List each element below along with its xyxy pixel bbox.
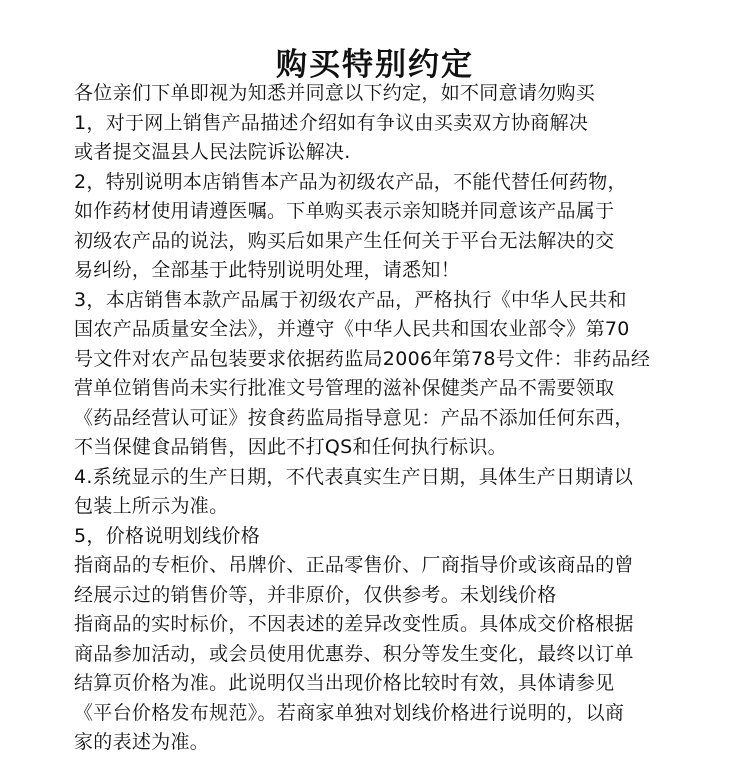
text-line: 5，价格说明划线价格	[74, 524, 261, 547]
text-line: 结算页价格为准。此说明仅当出现价格比较时有效，具体请参见	[74, 672, 615, 694]
text-line: 初级农产品的说法，购买后如果产生任何关于平台无法解决的交	[74, 229, 615, 252]
text-line: 如作药材使用请遵医嘱。下单购买表示亲知晓并同意该产品属于	[74, 200, 615, 222]
text-line: 1，对于网上销售产品描述介绍如有争议由买卖双方协商解决	[74, 111, 589, 134]
text-line: 《平台价格发布规范》。若商家单独对划线价格进行说明的，以商	[74, 701, 625, 724]
text-line: 指商品的实时标价，不因表述的差异改变性质。具体成交价格根据	[74, 613, 634, 635]
text-line: 国农产品质量安全法》，并遵守《中华人民共和国农业部令》第70	[74, 318, 630, 340]
text-line: 号文件对农产品包装要求依据药监局2006年第78号文件：非药品经	[74, 347, 651, 370]
text-line: 4.系统显示的生产日期，不代表真实生产日期，具体生产日期请以	[74, 465, 634, 488]
text-line: 2，特别说明本店销售本产品为初级农产品，不能代替任何药物，	[74, 170, 627, 193]
text-line: 商品参加活动，或会员使用优惠券、积分等发生变化，最终以订单	[74, 642, 634, 665]
text-line: 各位亲们下单即视为知悉并同意以下约定，如不同意请勿购买	[74, 82, 596, 104]
text-line: 不当保健食品销售，因此不打QS和任何执行标识。	[74, 436, 507, 458]
text-line: 包装上所示为准。	[74, 495, 229, 517]
text-line: 3，本店销售本款产品属于初级农产品，严格执行《中华人民共和	[74, 288, 627, 311]
text-line: 指商品的专柜价、吊牌价、正品零售价、厂商指导价或该商品的曾	[74, 554, 634, 576]
text-line: 《药品经营认可证》按食药监局指导意见：产品不添加任何东西，	[74, 406, 634, 429]
notice-body	[74, 79, 714, 758]
text-line: 或者提交温县人民法院诉讼解决.	[74, 141, 351, 163]
text-line: 营单位销售尚未实行批准文号管理的滋补保健类产品不需要领取	[74, 377, 615, 399]
text-line: 经展示过的销售价等，并非原价，仅供参考。未划线价格	[74, 583, 557, 606]
text-line: 家的表述为准。	[74, 731, 210, 753]
text-line: 易纠纷，全部基于此特别说明处理，请悉知！	[74, 259, 461, 281]
page-title: 购买特别约定	[276, 46, 474, 83]
